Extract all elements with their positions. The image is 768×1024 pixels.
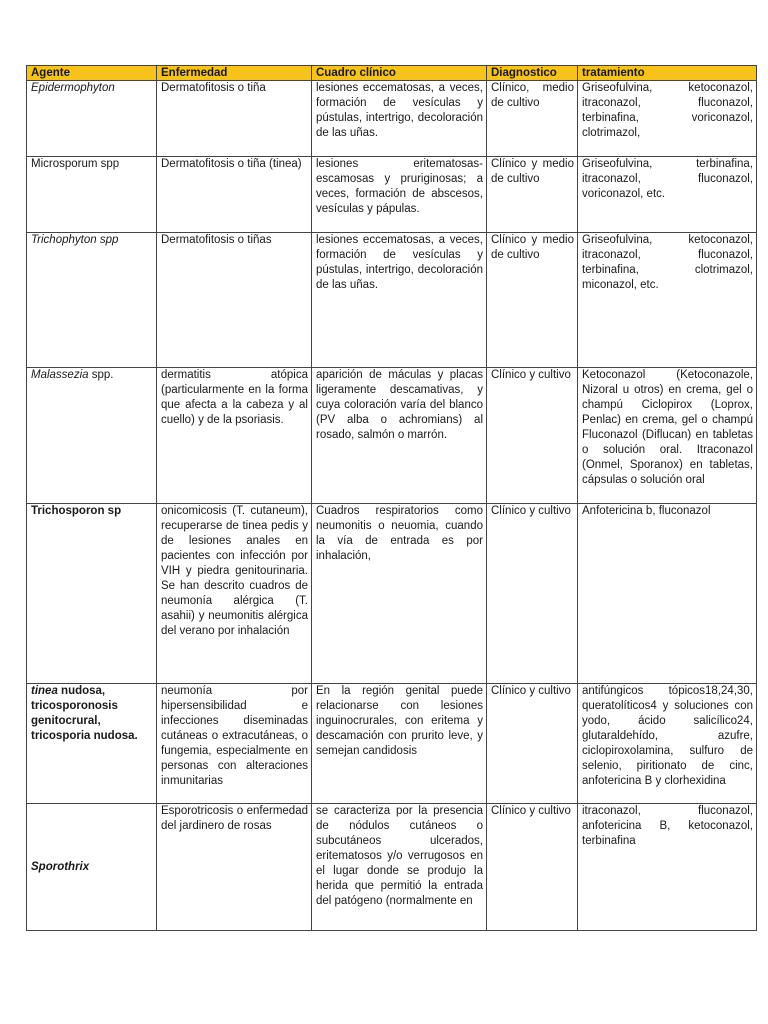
diagnosis-cell: Clínico, medio de cultivo	[487, 81, 578, 157]
agent-cell	[27, 684, 157, 804]
agent-cell	[27, 504, 157, 684]
header-clinical: Cuadro clínico	[312, 66, 487, 81]
clinical-cell: lesiones eccematosas, a veces, formación de vesículas y pústulas, intertrigo, decoloración de las uñas.	[312, 233, 487, 368]
table-header-row	[27, 66, 757, 81]
header-disease: Enfermedad	[157, 66, 312, 81]
treatment-cell: Ketoconazol (Ketoconazole, Nizoral u otros) en crema, gel o champú Ciclopirox (Loprox, Penlac) en crema, gel o champú Fluconazol (Diflucan) en tabletas o solución oral. Itraconazol (Onmel, Sporanox) en tabletas, cápsulas o solución oral	[578, 368, 757, 504]
disease-cell: neumonía por hipersensibilidad e infecciones diseminadas cutáneas o extracutáneas, o fungemia, especialmente en personas con alteraciones inmunitarias	[157, 684, 312, 804]
agent-name-italic: Malassezia	[31, 369, 89, 381]
table-row	[27, 368, 757, 504]
clinical-cell	[312, 804, 487, 931]
agent-cell	[27, 368, 157, 504]
agent-name: Microsporum spp	[31, 158, 120, 170]
agent-cell	[27, 81, 157, 157]
clinical-cell: aparición de máculas y placas ligeramente descamativas, y cuya coloración varía del blanco (PV alba o achromians) al rosado, salmón o marrón.	[312, 368, 487, 504]
treatment-cell: antifúngicos tópicos18,24,30, queratolíticos4 y soluciones con yodo, ácido salicílico24, glutaraldehído, azufre, ciclopiroxolamina, sulfuro de selenio, piritionato de cinc, anfotericina B y clorhexidina	[578, 684, 757, 804]
agent-cell	[27, 804, 157, 931]
agent-cell	[27, 233, 157, 368]
agent-name-italic: tinea	[31, 685, 58, 697]
treatment-cell: Griseofulvina, terbinafina, itraconazol, fluconazol, voriconazol, etc.	[578, 157, 757, 233]
diagnosis-cell: Clínico y medio de cultivo	[487, 233, 578, 368]
diagnosis-cell: Clínico y cultivo	[487, 504, 578, 684]
disease-cell: dermatitis atópica (particularmente en la forma que afecta a la cabeza y al cuello) y de la psoriasis.	[157, 368, 312, 504]
table-row	[27, 684, 757, 804]
treatment-cell: Anfotericina b, fluconazol	[578, 504, 757, 684]
fungal-agents-table	[26, 65, 757, 931]
agent-name: Trichophyton spp	[31, 234, 119, 246]
agent-name: Trichosporon sp	[31, 505, 122, 517]
clinical-cell: Cuadros respiratorios como neumonitis o neuomia, cuando la vía de entrada es por inhalación,	[312, 504, 487, 684]
agent-name: Sporothrix	[31, 860, 90, 873]
diagnosis-cell: Clínico y cultivo	[487, 804, 578, 931]
clinical-cell: lesiones eccematosas, a veces, formación de vesículas y pústulas, intertrigo, decoloración de las uñas.	[312, 81, 487, 157]
table-row	[27, 233, 757, 368]
clinical-cell: En la región genital puede relacionarse con lesiones inguinocrurales, con eritema y descamación con prurito leve, y semejan candidosis	[312, 684, 487, 804]
agent-name: Epidermophyton	[31, 82, 115, 94]
disease-cell: Dermatofitosis o tiña	[157, 81, 312, 157]
treatment-cell: Griseofulvina, ketoconazol, itraconazol, fluconazol, terbinafina, voriconazol, clotrimazol,	[578, 81, 757, 157]
disease-cell: Dermatofitosis o tiñas	[157, 233, 312, 368]
agent-name-suffix: spp.	[88, 369, 114, 381]
diagnosis-cell: Clínico y medio de cultivo	[487, 157, 578, 233]
clinical-cell: lesiones eritematosas-escamosas y pruriginosas; a veces, formación de abscesos, vesículas y pápulas.	[312, 157, 487, 233]
header-agent: Agente	[27, 66, 157, 81]
disease-cell: Esporotricosis o enfermedad del jardinero de rosas	[157, 804, 312, 931]
clinical-text: se caracteriza por la presencia de nódulos cutáneos o subcutáneos ulcerados, eritematosos y/o verrugosos en el lugar donde se produjo la herida que permitió la entrada del patógeno (normalmente en	[316, 805, 483, 907]
diagnosis-cell: Clínico y cultivo	[487, 368, 578, 504]
treatment-cell: Griseofulvina, ketoconazol, itraconazol, fluconazol, terbinafina, clotrimazol, miconazol, etc.	[578, 233, 757, 368]
table-row	[27, 504, 757, 684]
header-diagnosis: Diagnostico	[487, 66, 578, 81]
diagnosis-cell: Clínico y cultivo	[487, 684, 578, 804]
document-page	[26, 65, 756, 931]
disease-cell: onicomicosis (T. cutaneum), recuperarse de tinea pedis y de lesiones anales en pacientes con infección por VIH y piedra genitourinaria. Se han descrito cuadros de neumonía alérgica (T. asahii) y neumonitis alérgica del verano por inhalación	[157, 504, 312, 684]
disease-cell: Dermatofitosis o tiña (tinea)	[157, 157, 312, 233]
agent-cell	[27, 157, 157, 233]
table-row	[27, 157, 757, 233]
table-row	[27, 804, 757, 931]
header-treatment: tratamiento	[578, 66, 757, 81]
table-row	[27, 81, 757, 157]
agent-name-rest: nudosa, tricosporonosis genitocrural, tricosporia nudosa.	[31, 685, 138, 742]
treatment-cell: itraconazol, fluconazol, anfotericina B, ketoconazol, terbinafina	[578, 804, 757, 931]
